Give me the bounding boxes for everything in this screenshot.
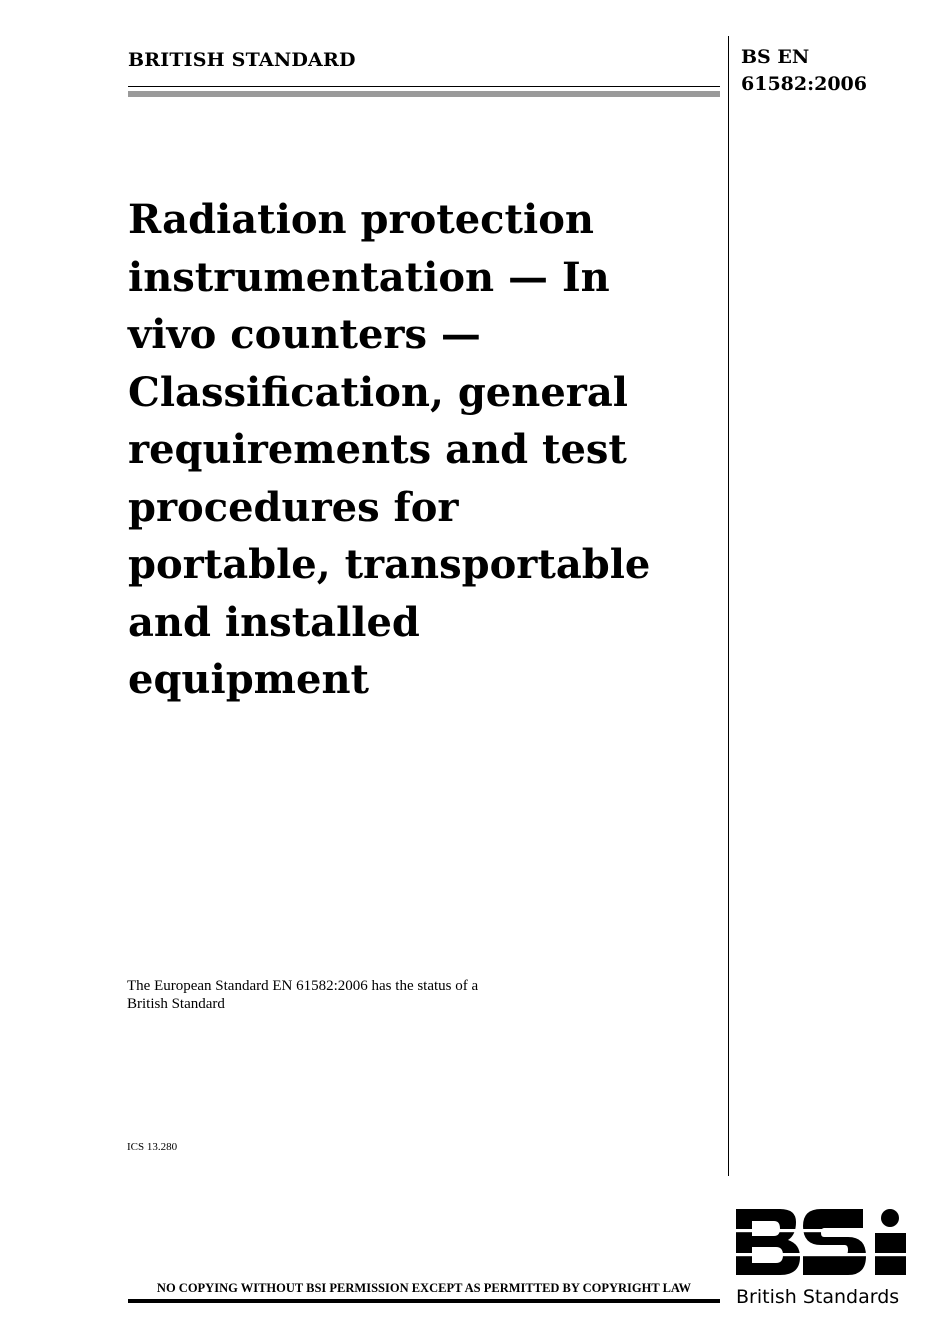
title-line: procedures for — [128, 483, 459, 531]
status-note — [127, 977, 687, 1013]
title-line: requirements and test — [128, 426, 627, 473]
bsi-logo-caption: British Standards — [736, 1286, 900, 1308]
title-line: Classification, general — [128, 368, 628, 416]
title-line: instrumentation — In — [128, 253, 610, 301]
header-rule-gray — [128, 91, 720, 97]
bsi-logo-letter-b — [736, 1209, 800, 1275]
title-line: vivo counters — — [128, 311, 481, 358]
bsi-logo-stripe — [736, 1253, 906, 1256]
title-line: and installed — [128, 598, 420, 646]
title-line: Radiation protection — [128, 196, 594, 243]
header-rule-thin — [128, 86, 720, 87]
standard-number-line-2: 61582:2006 — [741, 73, 867, 95]
bsi-logo — [736, 1209, 906, 1275]
title-line: equipment — [128, 656, 369, 703]
standard-number-line-1: BS EN — [741, 46, 810, 68]
standard-number — [741, 44, 931, 98]
status-note-line-1: The European Standard EN 61582:2006 has the status of a — [127, 978, 479, 994]
copyright-notice: NO COPYING WITHOUT BSI PERMISSION EXCEPT AS PERMITTED BY COPYRIGHT LAW — [156, 1281, 692, 1295]
document-title — [128, 191, 718, 709]
ics-code: ICS 13.280 — [127, 1141, 178, 1153]
standard-type-label: BRITISH STANDARD — [128, 49, 356, 71]
footer-rule — [128, 1299, 720, 1303]
vertical-divider — [728, 36, 729, 1176]
status-note-line-2: British Standard — [127, 996, 225, 1012]
bsi-logo-stripe — [736, 1229, 906, 1232]
bsi-logo-letter-s — [803, 1209, 866, 1275]
bsi-logo-letter-i-dot — [881, 1209, 899, 1227]
title-line: portable, transportable — [128, 541, 651, 588]
